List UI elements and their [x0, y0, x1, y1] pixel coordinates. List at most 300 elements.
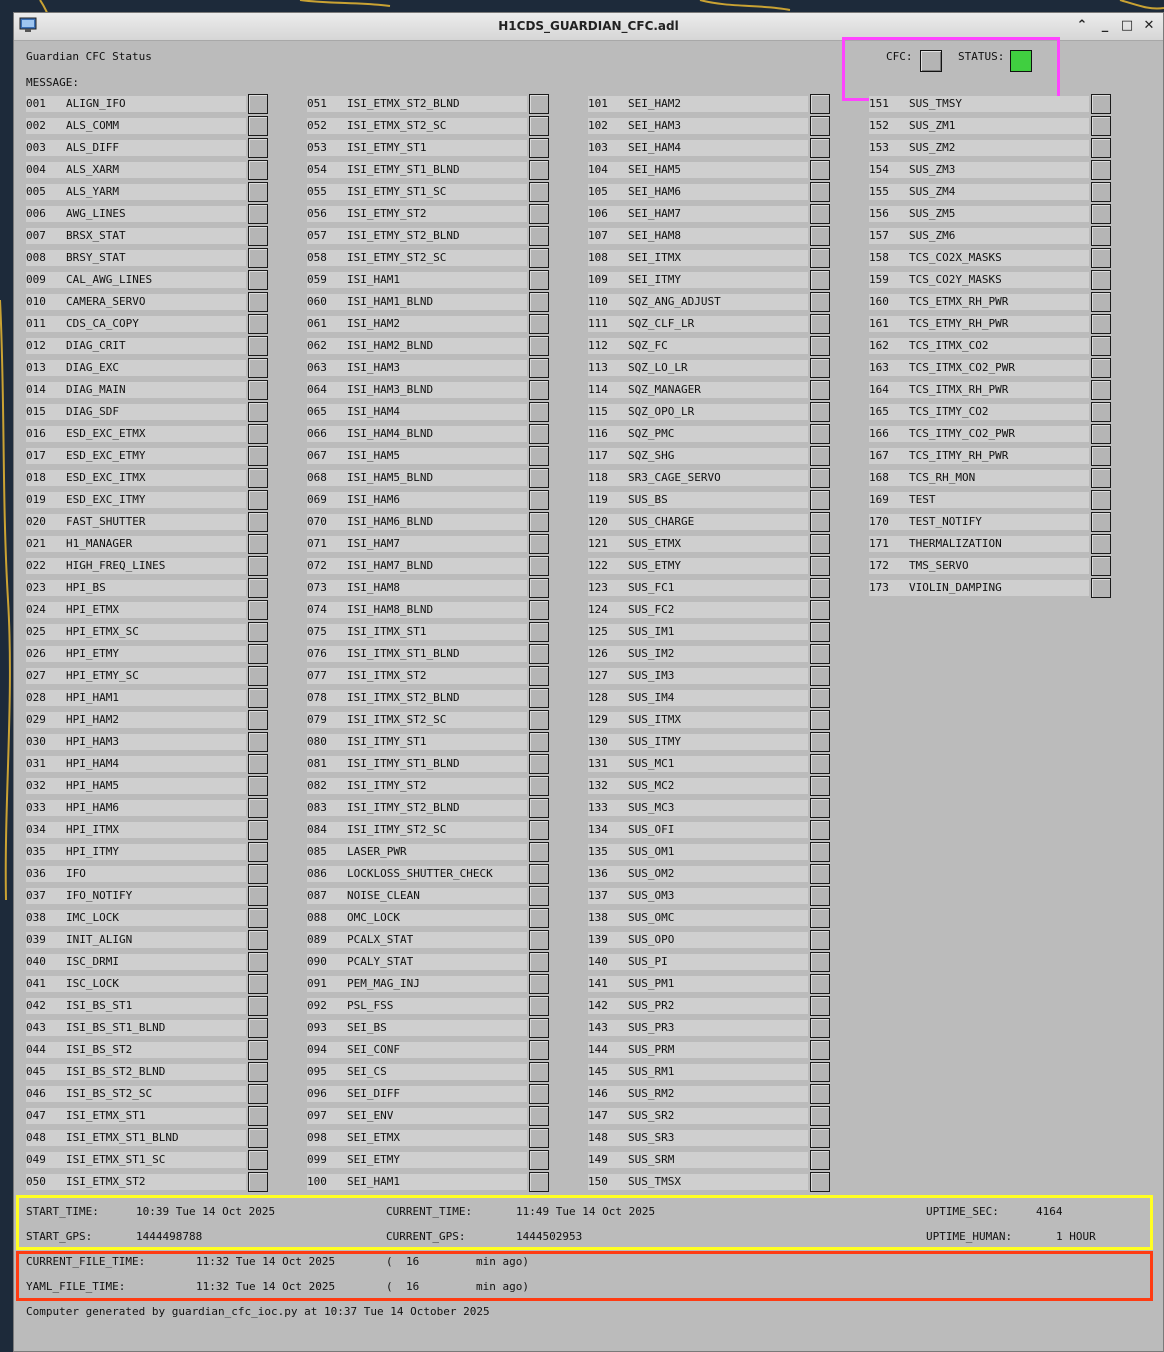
node-status-indicator[interactable]: [529, 688, 549, 708]
node-status-indicator[interactable]: [1091, 358, 1111, 378]
node-status-indicator[interactable]: [810, 1106, 830, 1126]
node-status-indicator[interactable]: [248, 644, 268, 664]
node-status-indicator[interactable]: [529, 138, 549, 158]
node-status-indicator[interactable]: [1091, 380, 1111, 400]
node-status-indicator[interactable]: [1091, 468, 1111, 488]
node-row: [307, 1172, 551, 1191]
node-status-indicator[interactable]: [248, 908, 268, 928]
node-status-indicator[interactable]: [810, 380, 830, 400]
node-name: SUS_FC2: [628, 603, 675, 616]
node-status-indicator[interactable]: [529, 952, 549, 972]
node-number: 159: [869, 273, 889, 286]
node-status-indicator[interactable]: [810, 1150, 830, 1170]
node-number: 007: [26, 229, 46, 242]
node-status-indicator[interactable]: [810, 556, 830, 576]
node-name: SUS_PR3: [628, 1021, 675, 1034]
node-status-indicator[interactable]: [248, 710, 268, 730]
node-status-indicator[interactable]: [529, 534, 549, 554]
node-row-background: [307, 1130, 527, 1146]
node-status-indicator[interactable]: [1091, 138, 1111, 158]
node-row: [307, 732, 551, 751]
node-status-indicator[interactable]: [810, 358, 830, 378]
node-status-indicator[interactable]: [810, 1040, 830, 1060]
node-number: 172: [869, 559, 889, 572]
node-status-indicator[interactable]: [810, 710, 830, 730]
node-row: [869, 556, 1113, 575]
node-row: [307, 160, 551, 179]
node-status-indicator[interactable]: [1091, 314, 1111, 334]
node-name: SUS_RM1: [628, 1065, 675, 1078]
node-status-indicator[interactable]: [810, 1062, 830, 1082]
node-name: HPI_HAM6: [66, 801, 119, 814]
node-number: 113: [588, 361, 608, 374]
node-status-indicator[interactable]: [810, 600, 830, 620]
node-number: 165: [869, 405, 889, 418]
node-status-indicator[interactable]: [248, 776, 268, 796]
node-number: 016: [26, 427, 46, 440]
node-status-indicator[interactable]: [248, 248, 268, 268]
node-status-indicator[interactable]: [810, 270, 830, 290]
node-status-indicator[interactable]: [248, 116, 268, 136]
node-status-indicator[interactable]: [529, 182, 549, 202]
node-status-indicator[interactable]: [248, 974, 268, 994]
node-status-indicator[interactable]: [810, 644, 830, 664]
node-status-indicator[interactable]: [529, 336, 549, 356]
node-number: 103: [588, 141, 608, 154]
node-status-indicator[interactable]: [529, 842, 549, 862]
current-time-value: 11:49 Tue 14 Oct 2025: [516, 1205, 656, 1218]
node-status-indicator[interactable]: [810, 94, 830, 114]
node-status-indicator[interactable]: [529, 644, 549, 664]
node-row: [307, 710, 551, 729]
node-status-indicator[interactable]: [529, 490, 549, 510]
node-row: [588, 226, 832, 245]
node-status-indicator[interactable]: [810, 1084, 830, 1104]
node-status-indicator[interactable]: [1091, 446, 1111, 466]
node-row: [869, 226, 1113, 245]
node-status-indicator[interactable]: [529, 622, 549, 642]
node-status-indicator[interactable]: [248, 314, 268, 334]
node-status-indicator[interactable]: [810, 402, 830, 422]
node-status-indicator[interactable]: [529, 94, 549, 114]
node-row: [869, 468, 1113, 487]
node-number: 067: [307, 449, 327, 462]
node-row-background: [588, 162, 808, 178]
node-row: [26, 424, 270, 443]
node-number: 158: [869, 251, 889, 264]
node-status-indicator[interactable]: [529, 204, 549, 224]
node-number: 020: [26, 515, 46, 528]
node-number: 043: [26, 1021, 46, 1034]
node-status-indicator[interactable]: [1091, 424, 1111, 444]
node-status-indicator[interactable]: [248, 468, 268, 488]
node-status-indicator[interactable]: [529, 666, 549, 686]
node-row: [307, 204, 551, 223]
node-status-indicator[interactable]: [248, 1084, 268, 1104]
node-status-indicator[interactable]: [810, 1172, 830, 1192]
node-number: 045: [26, 1065, 46, 1078]
node-status-indicator[interactable]: [248, 578, 268, 598]
node-status-indicator[interactable]: [248, 160, 268, 180]
node-status-indicator[interactable]: [529, 732, 549, 752]
node-number: 149: [588, 1153, 608, 1166]
node-status-indicator[interactable]: [810, 996, 830, 1016]
node-status-indicator[interactable]: [810, 1128, 830, 1148]
node-status-indicator[interactable]: [529, 556, 549, 576]
node-status-indicator[interactable]: [810, 534, 830, 554]
node-status-indicator[interactable]: [248, 336, 268, 356]
node-number: 031: [26, 757, 46, 770]
node-status-indicator[interactable]: [810, 798, 830, 818]
node-row: [588, 314, 832, 333]
node-row-background: [307, 998, 527, 1014]
node-status-indicator[interactable]: [248, 754, 268, 774]
node-row: [26, 182, 270, 201]
node-status-indicator[interactable]: [248, 380, 268, 400]
node-row: [307, 600, 551, 619]
node-name: TCS_RH_MON: [909, 471, 976, 484]
node-status-indicator[interactable]: [810, 908, 830, 928]
node-name: SQZ_OPO_LR: [628, 405, 695, 418]
node-status-indicator[interactable]: [810, 314, 830, 334]
node-status-indicator[interactable]: [1091, 556, 1111, 576]
node-row: [588, 732, 832, 751]
node-number: 162: [869, 339, 889, 352]
node-status-indicator[interactable]: [248, 864, 268, 884]
node-status-indicator[interactable]: [529, 578, 549, 598]
node-number: 032: [26, 779, 46, 792]
node-status-indicator[interactable]: [810, 754, 830, 774]
node-status-indicator[interactable]: [1091, 248, 1111, 268]
node-status-indicator[interactable]: [810, 776, 830, 796]
node-status-indicator[interactable]: [529, 380, 549, 400]
node-number: 163: [869, 361, 889, 374]
node-status-indicator[interactable]: [529, 446, 549, 466]
node-status-indicator[interactable]: [248, 600, 268, 620]
node-row-background: [307, 316, 527, 332]
node-number: 044: [26, 1043, 46, 1056]
node-number: 068: [307, 471, 327, 484]
node-status-indicator[interactable]: [248, 1150, 268, 1170]
node-status-indicator[interactable]: [248, 1018, 268, 1038]
node-status-indicator[interactable]: [529, 1084, 549, 1104]
node-status-indicator[interactable]: [529, 1172, 549, 1192]
node-number: 130: [588, 735, 608, 748]
node-name: SUS_CHARGE: [628, 515, 695, 528]
node-status-indicator[interactable]: [810, 182, 830, 202]
node-row: [588, 1018, 832, 1037]
node-row-background: [307, 1064, 527, 1080]
node-status-indicator[interactable]: [810, 512, 830, 532]
node-status-indicator[interactable]: [248, 490, 268, 510]
node-row: [869, 248, 1113, 267]
node-status-indicator[interactable]: [248, 512, 268, 532]
node-status-indicator[interactable]: [529, 908, 549, 928]
node-status-indicator[interactable]: [529, 1040, 549, 1060]
node-number: 100: [307, 1175, 327, 1188]
node-status-indicator[interactable]: [529, 600, 549, 620]
node-name: HPI_HAM4: [66, 757, 119, 770]
node-number: 170: [869, 515, 889, 528]
node-name: ISI_ETMX_ST2: [66, 1175, 146, 1188]
node-row-background: [588, 756, 808, 772]
current-file-ago-suffix: min ago): [476, 1255, 529, 1268]
node-row: [588, 424, 832, 443]
node-status-indicator[interactable]: [248, 446, 268, 466]
node-number: 074: [307, 603, 327, 616]
node-status-indicator[interactable]: [248, 270, 268, 290]
node-status-indicator[interactable]: [1091, 204, 1111, 224]
node-number: 089: [307, 933, 327, 946]
node-status-indicator[interactable]: [810, 886, 830, 906]
node-status-indicator[interactable]: [810, 204, 830, 224]
node-row: [307, 248, 551, 267]
node-status-indicator[interactable]: [529, 424, 549, 444]
start-gps-label: START_GPS:: [26, 1230, 93, 1243]
node-number: 111: [588, 317, 608, 330]
node-number: 151: [869, 97, 889, 110]
node-status-indicator[interactable]: [529, 886, 549, 906]
node-status-indicator[interactable]: [529, 160, 549, 180]
node-number: 121: [588, 537, 608, 550]
node-name: BRSX_STAT: [66, 229, 126, 242]
node-status-indicator[interactable]: [810, 468, 830, 488]
node-status-indicator[interactable]: [529, 996, 549, 1016]
node-status-indicator[interactable]: [810, 292, 830, 312]
node-status-indicator[interactable]: [248, 402, 268, 422]
node-status-indicator[interactable]: [810, 138, 830, 158]
node-status-indicator[interactable]: [248, 798, 268, 818]
status-indicator: [1010, 50, 1032, 72]
node-status-indicator[interactable]: [810, 578, 830, 598]
node-number: 164: [869, 383, 889, 396]
node-row-background: [26, 932, 246, 948]
node-status-indicator[interactable]: [1091, 578, 1111, 598]
node-row: [588, 182, 832, 201]
node-status-indicator[interactable]: [529, 1128, 549, 1148]
node-status-indicator[interactable]: [810, 864, 830, 884]
node-name: SEI_HAM6: [628, 185, 681, 198]
node-status-indicator[interactable]: [1091, 534, 1111, 554]
node-row: [588, 468, 832, 487]
node-status-indicator[interactable]: [810, 622, 830, 642]
node-status-indicator[interactable]: [248, 226, 268, 246]
node-number: 088: [307, 911, 327, 924]
node-status-indicator[interactable]: [248, 622, 268, 642]
node-number: 022: [26, 559, 46, 572]
node-number: 041: [26, 977, 46, 990]
node-row: [588, 248, 832, 267]
node-row: [869, 182, 1113, 201]
yaml-file-ago-suffix: min ago): [476, 1280, 529, 1293]
node-row-background: [307, 272, 527, 288]
node-status-indicator[interactable]: [248, 1040, 268, 1060]
node-name: SEI_CONF: [347, 1043, 400, 1056]
node-status-indicator[interactable]: [529, 1062, 549, 1082]
node-number: 109: [588, 273, 608, 286]
node-status-indicator[interactable]: [248, 1062, 268, 1082]
node-status-indicator[interactable]: [529, 974, 549, 994]
node-row-background: [26, 646, 246, 662]
title-bar[interactable]: [14, 13, 1163, 41]
node-status-indicator[interactable]: [529, 248, 549, 268]
node-status-indicator[interactable]: [248, 534, 268, 554]
node-status-indicator[interactable]: [248, 358, 268, 378]
node-number: 086: [307, 867, 327, 880]
node-status-indicator[interactable]: [529, 314, 549, 334]
node-status-indicator[interactable]: [810, 336, 830, 356]
node-status-indicator[interactable]: [529, 358, 549, 378]
node-status-indicator[interactable]: [248, 292, 268, 312]
node-row: [26, 1084, 270, 1103]
node-name: ISI_ETMY_ST2_BLND: [347, 229, 460, 242]
node-row: [588, 534, 832, 553]
node-number: 139: [588, 933, 608, 946]
node-name: H1_MANAGER: [66, 537, 133, 550]
node-status-indicator[interactable]: [810, 160, 830, 180]
node-status-indicator[interactable]: [1091, 490, 1111, 510]
node-status-indicator[interactable]: [529, 930, 549, 950]
node-status-indicator[interactable]: [529, 776, 549, 796]
node-status-indicator[interactable]: [248, 556, 268, 576]
node-status-indicator[interactable]: [1091, 270, 1111, 290]
node-status-indicator[interactable]: [248, 94, 268, 114]
node-row-background: [26, 778, 246, 794]
node-status-indicator[interactable]: [248, 732, 268, 752]
node-status-indicator[interactable]: [1091, 336, 1111, 356]
node-status-indicator[interactable]: [248, 204, 268, 224]
node-status-indicator[interactable]: [248, 182, 268, 202]
node-status-indicator[interactable]: [248, 1128, 268, 1148]
node-name: SEI_HAM7: [628, 207, 681, 220]
node-row: [588, 94, 832, 113]
maximize-button[interactable]: □: [1120, 18, 1134, 33]
node-status-indicator[interactable]: [248, 930, 268, 950]
node-row-background: [26, 96, 246, 112]
node-status-indicator[interactable]: [248, 1106, 268, 1126]
node-status-indicator[interactable]: [1091, 182, 1111, 202]
node-row: [26, 798, 270, 817]
node-row-background: [869, 206, 1089, 222]
node-status-indicator[interactable]: [529, 864, 549, 884]
node-status-indicator[interactable]: [248, 424, 268, 444]
node-name: SUS_ZM2: [909, 141, 956, 154]
node-status-indicator[interactable]: [248, 886, 268, 906]
node-status-indicator[interactable]: [810, 226, 830, 246]
node-status-indicator[interactable]: [810, 666, 830, 686]
node-row: [307, 182, 551, 201]
node-name: HPI_ETMX: [66, 603, 119, 616]
node-status-indicator[interactable]: [810, 1018, 830, 1038]
node-status-indicator[interactable]: [248, 1172, 268, 1192]
node-status-indicator[interactable]: [810, 820, 830, 840]
node-status-indicator[interactable]: [810, 842, 830, 862]
node-status-indicator[interactable]: [1091, 160, 1111, 180]
node-number: 091: [307, 977, 327, 990]
node-number: 050: [26, 1175, 46, 1188]
node-status-indicator[interactable]: [810, 732, 830, 752]
node-status-indicator[interactable]: [248, 688, 268, 708]
node-status-indicator[interactable]: [529, 1150, 549, 1170]
node-status-indicator[interactable]: [810, 490, 830, 510]
node-row-background: [26, 756, 246, 772]
node-name: SQZ_SHG: [628, 449, 675, 462]
node-status-indicator[interactable]: [810, 688, 830, 708]
node-number: 027: [26, 669, 46, 682]
node-number: 154: [869, 163, 889, 176]
node-status-indicator[interactable]: [1091, 94, 1111, 114]
node-row: [307, 424, 551, 443]
node-status-indicator[interactable]: [810, 974, 830, 994]
node-name: TCS_CO2X_MASKS: [909, 251, 1002, 264]
node-status-indicator[interactable]: [529, 402, 549, 422]
node-number: 148: [588, 1131, 608, 1144]
node-status-indicator[interactable]: [529, 468, 549, 488]
node-status-indicator[interactable]: [529, 754, 549, 774]
node-row: [307, 358, 551, 377]
node-number: 026: [26, 647, 46, 660]
chevron-up-icon[interactable]: ⌃: [1076, 18, 1088, 33]
node-number: 046: [26, 1087, 46, 1100]
node-row-background: [869, 162, 1089, 178]
close-button[interactable]: ✕: [1143, 18, 1155, 33]
node-number: 127: [588, 669, 608, 682]
node-status-indicator[interactable]: [810, 446, 830, 466]
node-status-indicator[interactable]: [1091, 402, 1111, 422]
node-number: 155: [869, 185, 889, 198]
node-status-indicator[interactable]: [248, 820, 268, 840]
minimize-button[interactable]: _: [1101, 18, 1109, 33]
node-status-indicator[interactable]: [529, 270, 549, 290]
node-status-indicator[interactable]: [810, 424, 830, 444]
node-row: [588, 160, 832, 179]
node-status-indicator[interactable]: [529, 798, 549, 818]
node-status-indicator[interactable]: [1091, 116, 1111, 136]
node-status-indicator[interactable]: [529, 116, 549, 136]
node-status-indicator[interactable]: [1091, 512, 1111, 532]
node-status-indicator[interactable]: [529, 512, 549, 532]
node-name: ALS_YARM: [66, 185, 119, 198]
node-status-indicator[interactable]: [1091, 292, 1111, 312]
node-status-indicator[interactable]: [529, 1106, 549, 1126]
node-name: ISI_HAM5: [347, 449, 400, 462]
node-row: [307, 1084, 551, 1103]
node-status-indicator[interactable]: [248, 138, 268, 158]
node-status-indicator[interactable]: [529, 1018, 549, 1038]
node-name: TCS_ITMY_RH_PWR: [909, 449, 1009, 462]
node-status-indicator[interactable]: [529, 710, 549, 730]
node-number: 025: [26, 625, 46, 638]
node-status-indicator[interactable]: [810, 116, 830, 136]
node-status-indicator[interactable]: [810, 248, 830, 268]
node-row: [307, 1150, 551, 1169]
node-number: 079: [307, 713, 327, 726]
node-row: [26, 1128, 270, 1147]
node-status-indicator[interactable]: [248, 666, 268, 686]
node-status-indicator[interactable]: [248, 842, 268, 862]
node-status-indicator[interactable]: [248, 996, 268, 1016]
node-row-background: [869, 558, 1089, 574]
node-status-indicator[interactable]: [529, 226, 549, 246]
node-status-indicator[interactable]: [529, 292, 549, 312]
node-name: SEI_HAM3: [628, 119, 681, 132]
node-name: SQZ_FC: [628, 339, 668, 352]
node-status-indicator[interactable]: [1091, 226, 1111, 246]
node-status-indicator[interactable]: [529, 820, 549, 840]
node-status-indicator[interactable]: [810, 952, 830, 972]
node-status-indicator[interactable]: [810, 930, 830, 950]
node-status-indicator[interactable]: [248, 952, 268, 972]
